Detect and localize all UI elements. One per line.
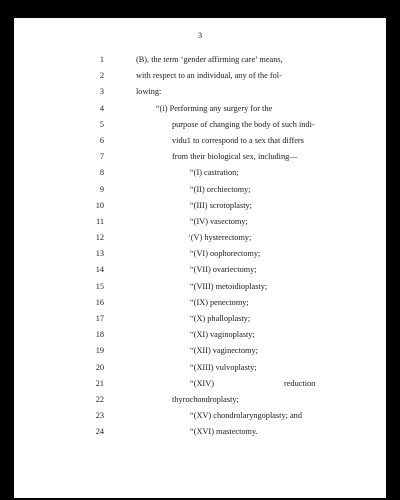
line-number: 23 — [95, 411, 104, 421]
line-number: 9 — [99, 184, 104, 194]
line-text-right: reduction — [284, 378, 316, 388]
line-number: 21 — [95, 378, 104, 388]
line-number: 7 — [99, 152, 104, 162]
line-11 — [14, 214, 386, 230]
line-19 — [14, 343, 386, 359]
line-number: 10 — [95, 200, 104, 210]
line-number: 3 — [99, 87, 104, 97]
page-number: 3 — [197, 30, 203, 40]
line-text: “(VI) oophorectomy; — [190, 249, 261, 259]
line-text: “(IX) penectomy; — [190, 297, 249, 307]
line-17 — [14, 311, 386, 327]
line-text: lowing: — [136, 87, 162, 97]
line-text: (B), the term ‘gender affirming care’ means, — [136, 55, 283, 64]
document-page — [14, 18, 386, 498]
line-text: “(XI) vaginoplasty; — [190, 330, 255, 340]
line-text: “(IV) vasectomy; — [190, 216, 248, 226]
line-number: 15 — [95, 281, 104, 291]
line-text: purpose of changing the body of such indi- — [172, 119, 315, 129]
line-text: thyrochondroplasty; — [172, 394, 239, 404]
line-14 — [14, 262, 386, 278]
line-text: “(I) castration; — [190, 168, 239, 178]
line-1 — [14, 52, 386, 68]
line-2 — [14, 68, 386, 84]
line-number: 12 — [95, 233, 104, 243]
line-23 — [14, 408, 386, 424]
line-9 — [14, 182, 386, 198]
line-3 — [14, 84, 386, 100]
line-text: “(II) orchiectomy; — [190, 184, 251, 194]
line-number: 17 — [95, 314, 104, 323]
line-text: “(VIII) metoidioplasty; — [190, 281, 268, 291]
line-7 — [14, 149, 386, 165]
line-number: 19 — [95, 346, 104, 356]
line-text: “(III) scrotoplasty; — [190, 200, 252, 210]
line-number: 6 — [99, 135, 104, 145]
line-4 — [14, 101, 386, 117]
line-number: 13 — [95, 249, 104, 259]
line-text: “(XIV) — [190, 378, 214, 388]
line-22 — [14, 392, 386, 408]
line-number: 22 — [95, 394, 104, 404]
line-text: “(X) phalloplasty; — [190, 314, 251, 323]
line-number: 11 — [96, 216, 104, 226]
line-text: “(XIII) vulvoplasty; — [190, 362, 257, 372]
line-12 — [14, 230, 386, 246]
line-18 — [14, 327, 386, 343]
line-21 — [14, 376, 386, 392]
line-16 — [14, 295, 386, 311]
line-24 — [14, 424, 386, 440]
line-text: “(VII) ovariectomy; — [190, 265, 257, 275]
line-8 — [14, 165, 386, 181]
line-number: 2 — [99, 71, 104, 81]
line-number: 20 — [95, 362, 104, 372]
line-text: “(XII) vaginectomy; — [190, 346, 258, 356]
line-6 — [14, 133, 386, 149]
line-5 — [14, 117, 386, 133]
line-text: “(XVI) mastectomy. — [190, 427, 258, 437]
line-20 — [14, 360, 386, 376]
line-text: vidu1 to correspond to a sex that differs — [172, 135, 304, 145]
line-number: 8 — [99, 168, 104, 178]
line-number: 4 — [99, 103, 104, 113]
line-number: 14 — [95, 265, 104, 275]
line-10 — [14, 198, 386, 214]
line-15 — [14, 279, 386, 295]
line-text: “(i) Performing any surgery for the — [156, 103, 273, 113]
line-text: “(XV) chondrolaryngoplasty; and — [190, 411, 302, 421]
line-text: from their biological sex, including— — [172, 152, 298, 162]
text-lines — [14, 52, 386, 441]
line-text: ‘(V) hysterectomy; — [188, 233, 252, 243]
line-13 — [14, 246, 386, 262]
line-number: 1 — [99, 55, 104, 64]
line-number: 16 — [95, 297, 104, 307]
line-number: 18 — [95, 330, 104, 340]
line-number: 5 — [99, 119, 104, 129]
line-number: 24 — [95, 427, 104, 437]
line-text: with respect to an individual, any of the fol- — [136, 71, 282, 81]
